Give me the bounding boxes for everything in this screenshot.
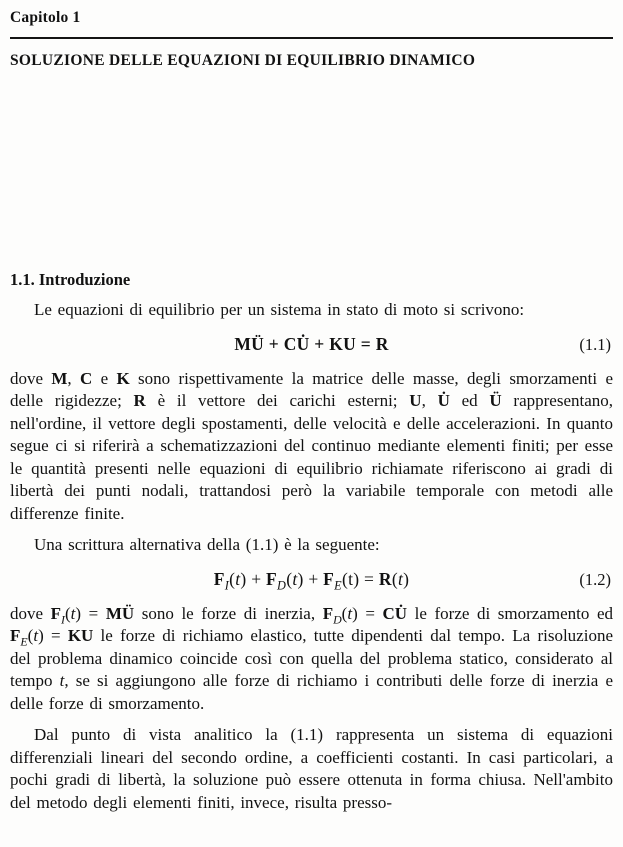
- text-segment: Le equazioni di equilibrio per un sistema in stato di moto si scrivono:: [34, 300, 525, 319]
- text-segment: t: [235, 568, 241, 589]
- paragraph-dal-punto: [10, 724, 613, 814]
- text-segment: Ü: [489, 391, 502, 410]
- text-segment: I: [61, 611, 65, 626]
- text-segment: F: [322, 603, 334, 623]
- text-segment: t: [292, 568, 298, 589]
- page-body: [10, 270, 613, 814]
- text-segment: dove: [10, 603, 51, 623]
- text-segment: ) =: [75, 603, 106, 623]
- text-segment: è il vettore dei carichi esterni;: [145, 391, 410, 410]
- text-segment: D: [277, 578, 287, 592]
- text-segment: M: [51, 368, 68, 388]
- text-segment: F: [10, 626, 21, 645]
- text-segment: F: [266, 568, 278, 589]
- text-segment: e: [92, 368, 117, 388]
- text-segment: ) +: [240, 568, 267, 589]
- equation-1-1: [10, 333, 613, 356]
- equation-1-2: [10, 568, 613, 591]
- text-segment: rappresentano, nell'ordine, il vettore degli spostamenti, delle velocità e delle accelerazioni. In quanto segue ci si riferirà a schematizzazioni del continuo mediante elementi finiti; per esse le quantità presenti nelle equazioni di equilibrio richiamate riferiscono ai gradi di libertà dei punti nodali, trattandosi però la variabile temporale con metodi alle differenze finite.: [10, 391, 614, 523]
- text-segment: K: [116, 368, 130, 388]
- paragraph-dove-mck: [10, 368, 613, 526]
- text-segment: MÜ + CU̇ + KU = R: [234, 333, 389, 354]
- text-segment: t: [70, 603, 76, 623]
- text-segment: D: [333, 611, 342, 626]
- text-segment: (: [341, 603, 348, 623]
- text-segment: KU: [67, 626, 94, 645]
- section-heading: 1.1. Introduzione: [10, 270, 131, 289]
- text-segment: ): [403, 568, 410, 589]
- text-segment: F: [50, 603, 62, 623]
- text-segment: U: [409, 391, 422, 410]
- text-segment: t: [347, 603, 353, 623]
- text-segment: (: [27, 626, 34, 645]
- text-segment: (t) =: [341, 568, 379, 589]
- chapter-label: Capitolo 1: [10, 9, 81, 26]
- text-segment: I: [224, 578, 230, 592]
- text-segment: CU̇: [382, 603, 408, 623]
- text-segment: t: [33, 626, 39, 645]
- equation-1-2-formula: [214, 568, 410, 590]
- paragraph-intro: [10, 299, 613, 322]
- text-segment: t: [59, 671, 65, 690]
- text-segment: le forze di smorzamento ed: [407, 603, 614, 623]
- text-segment: F: [323, 568, 335, 589]
- text-segment: E: [334, 578, 342, 592]
- text-segment: R: [378, 568, 392, 589]
- text-segment: ) =: [352, 603, 383, 623]
- text-segment: ) +: [297, 568, 324, 589]
- text-segment: dove: [10, 368, 52, 388]
- equation-1-2-number: (1.2): [579, 569, 611, 589]
- paragraph-dove-forze: [10, 603, 613, 716]
- text-segment: Una scrittura alternativa della (1.1) è la seguente:: [34, 535, 380, 554]
- text-segment: t: [398, 568, 404, 589]
- text-segment: C: [80, 368, 93, 388]
- page-header: [10, 9, 613, 70]
- text-segment: ,: [67, 368, 80, 388]
- text-segment: (: [65, 603, 71, 623]
- text-segment: U̇: [437, 391, 450, 410]
- text-segment: E: [20, 634, 28, 649]
- text-segment: (: [229, 568, 236, 589]
- equation-1-1-formula: [234, 333, 388, 355]
- page-title: SOLUZIONE DELLE EQUAZIONI DI EQUILIBRIO DINAMICO: [10, 52, 476, 69]
- text-segment: F: [213, 568, 225, 589]
- text-segment: R: [133, 391, 146, 410]
- paragraph-scrittura-alternativa: [10, 534, 613, 557]
- text-segment: ) =: [38, 626, 68, 645]
- text-segment: ,: [421, 391, 438, 410]
- text-segment: sono rispettivamente la matrice delle masse, degli smorzamenti e delle rigidezze;: [10, 368, 613, 410]
- text-segment: MÜ: [105, 603, 135, 623]
- text-segment: (: [286, 568, 293, 589]
- text-segment: le forze di richiamo elastico, tutte dipendenti dal tempo. La risoluzione del problema dinamico coincide così con quella del problema statico, considerato al tempo: [10, 626, 613, 690]
- text-segment: (: [391, 568, 398, 589]
- text-segment: , se si aggiungono alle forze di richiamo i contributi delle forze di inerzia e delle forze di smorzamento.: [10, 671, 613, 713]
- header-rule: [10, 37, 613, 39]
- text-segment: ed: [449, 391, 490, 410]
- equation-1-1-number: (1.1): [579, 334, 611, 354]
- text-segment: sono le forze di inerzia,: [134, 603, 323, 623]
- text-segment: Dal punto di vista analitico la (1.1) rappresenta un sistema di equazioni differenziali lineari del secondo ordine, a coefficienti costanti. In casi particolari, a pochi gradi di libertà, la soluzione può essere ottenuta in forma chiusa. Nell'ambito del metodo degli elementi finiti, invece, risulta presso-: [10, 725, 613, 812]
